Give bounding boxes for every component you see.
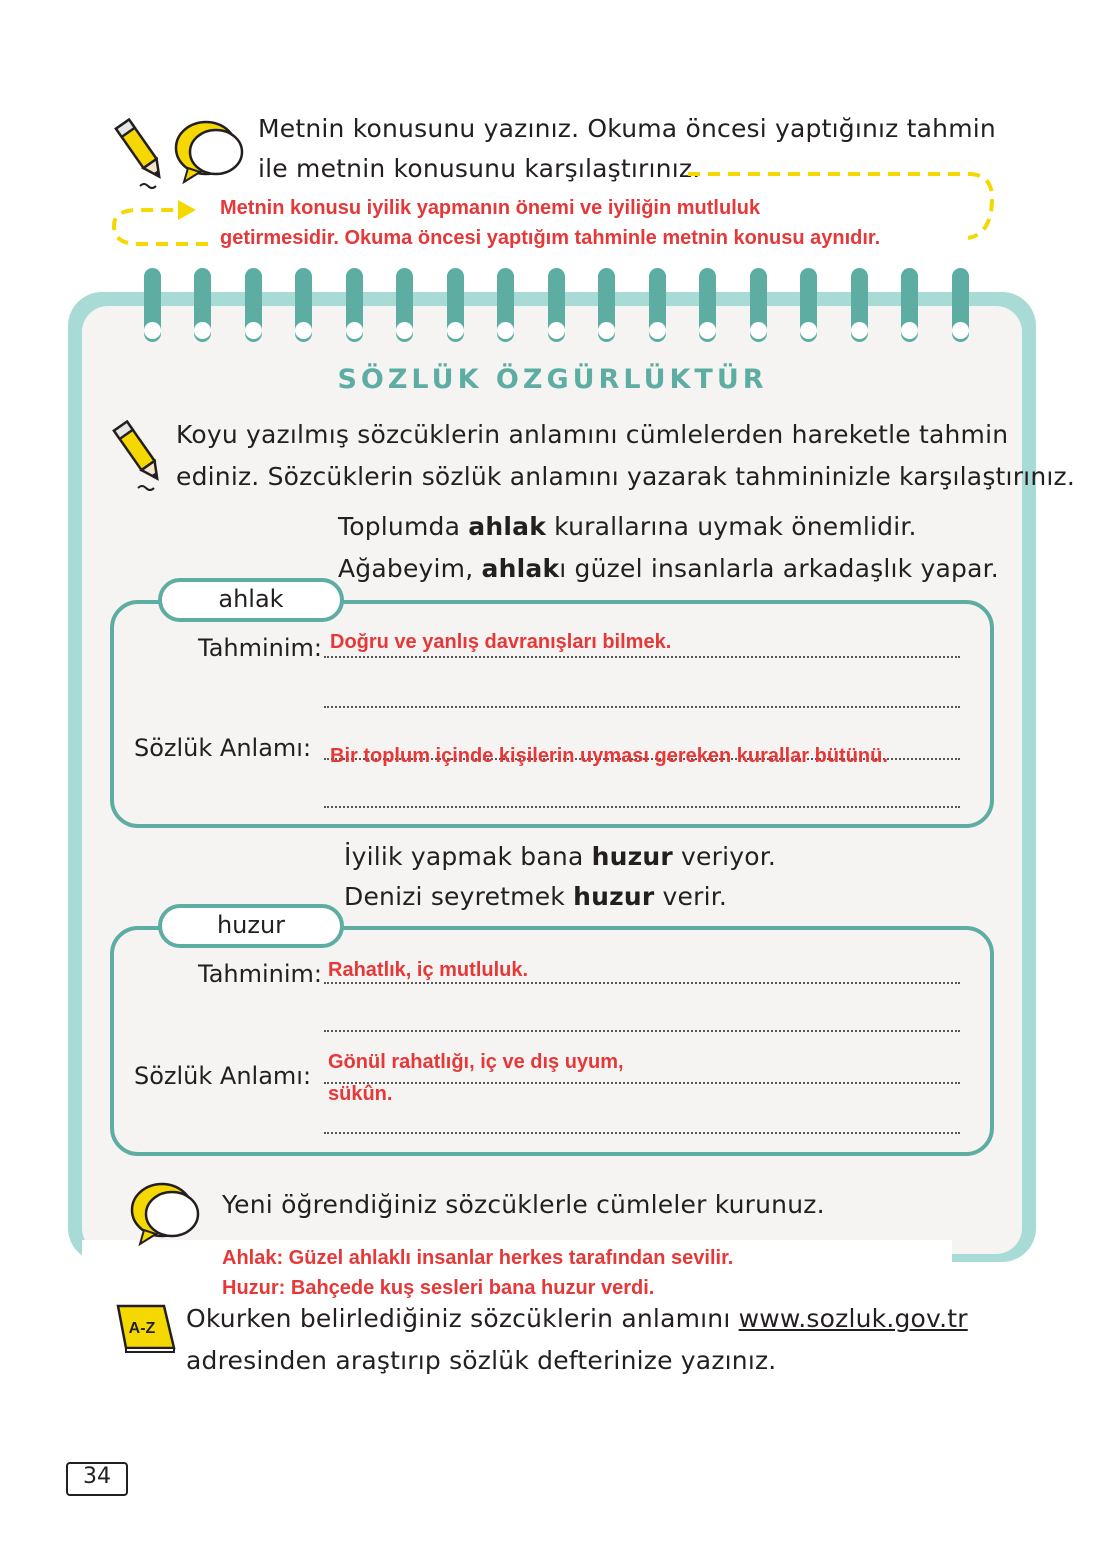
word-tag: ahlak <box>158 578 344 622</box>
sozluk-link[interactable]: www.sozluk.gov.tr <box>738 1304 968 1333</box>
dictionary-answer: Bir toplum içinde kişilerin uyması gereken kurallar bütünü. <box>330 745 888 767</box>
pencil-icon <box>110 414 170 494</box>
svg-text:A-Z: A-Z <box>128 1320 156 1337</box>
example-sentence: Ağabeyim, ahlakı güzel insanlarla arkadaşlık yapar. <box>338 554 999 583</box>
sentence-answer: Huzur: Bahçede kuş sesleri bana huzur verdi. <box>222 1277 655 1299</box>
speech-bubble-icon <box>128 1178 204 1248</box>
sentences-instruction: Yeni öğrendiğiniz sözcüklerle cümleler kurunuz. <box>222 1190 825 1219</box>
guess-label: Tahminim: <box>198 634 322 662</box>
sentence-answer: Ahlak: Güzel ahlaklı insanlar herkes tarafından sevilir. <box>222 1247 734 1269</box>
answer-line[interactable] <box>324 806 960 808</box>
bottom-instruction-line2: adresinden araştırıp sözlük defterinize yazınız. <box>186 1346 777 1375</box>
dictionary-answer-cont: sükûn. <box>328 1083 393 1105</box>
top-instruction-line2: ile metnin konusunu karşılaştırınız. <box>258 154 701 183</box>
dictionary-label: Sözlük Anlamı: <box>134 734 312 762</box>
answer-line[interactable] <box>324 1030 960 1032</box>
example-sentence: Denizi seyretmek huzur verir. <box>344 882 728 911</box>
guess-answer: Rahatlık, iç mutluluk. <box>328 959 529 981</box>
dictionary-answer: Gönül rahatlığı, iç ve dış uyum, <box>328 1051 624 1073</box>
guess-label: Tahminim: <box>198 960 322 988</box>
top-answer-line2: getirmesidir. Okuma öncesi yaptığım tahminle metnin konusu aynıdır. <box>220 227 881 249</box>
dictionary-book-icon <box>112 1302 178 1354</box>
word-tag: huzur <box>158 904 344 948</box>
example-sentence: İyilik yapmak bana huzur veriyor. <box>344 842 777 871</box>
example-sentence: Toplumda ahlak kurallarına uymak önemlidir. <box>338 512 917 541</box>
dictionary-label: Sözlük Anlamı: <box>134 1062 312 1090</box>
top-answer-line1: Metnin konusu iyilik yapmanın önemi ve iyiliğin mutluluk <box>220 197 761 219</box>
guess-answer: Doğru ve yanlış davranışları bilmek. <box>330 631 672 653</box>
notebook-title: SÖZLÜK ÖZGÜRLÜKTÜR <box>337 364 768 395</box>
notebook-instruction-line1: Koyu yazılmış sözcüklerin anlamını cümlelerden hareketle tahmin <box>176 420 1009 449</box>
answer-line[interactable] <box>324 1082 960 1084</box>
notebook-instruction-line2: ediniz. Sözcüklerin sözlük anlamını yazarak tahmininizle karşılaştırınız. <box>176 462 1075 491</box>
bottom-instruction-line1: Okurken belirlediğiniz sözcüklerin anlamını www.sozluk.gov.tr <box>186 1304 968 1333</box>
top-instruction-line1: Metnin konusunu yazınız. Okuma öncesi yaptığınız tahmin <box>258 114 996 143</box>
page-number: 34 <box>83 1464 111 1489</box>
answer-line[interactable] <box>324 1132 960 1134</box>
answer-line[interactable] <box>324 706 960 708</box>
